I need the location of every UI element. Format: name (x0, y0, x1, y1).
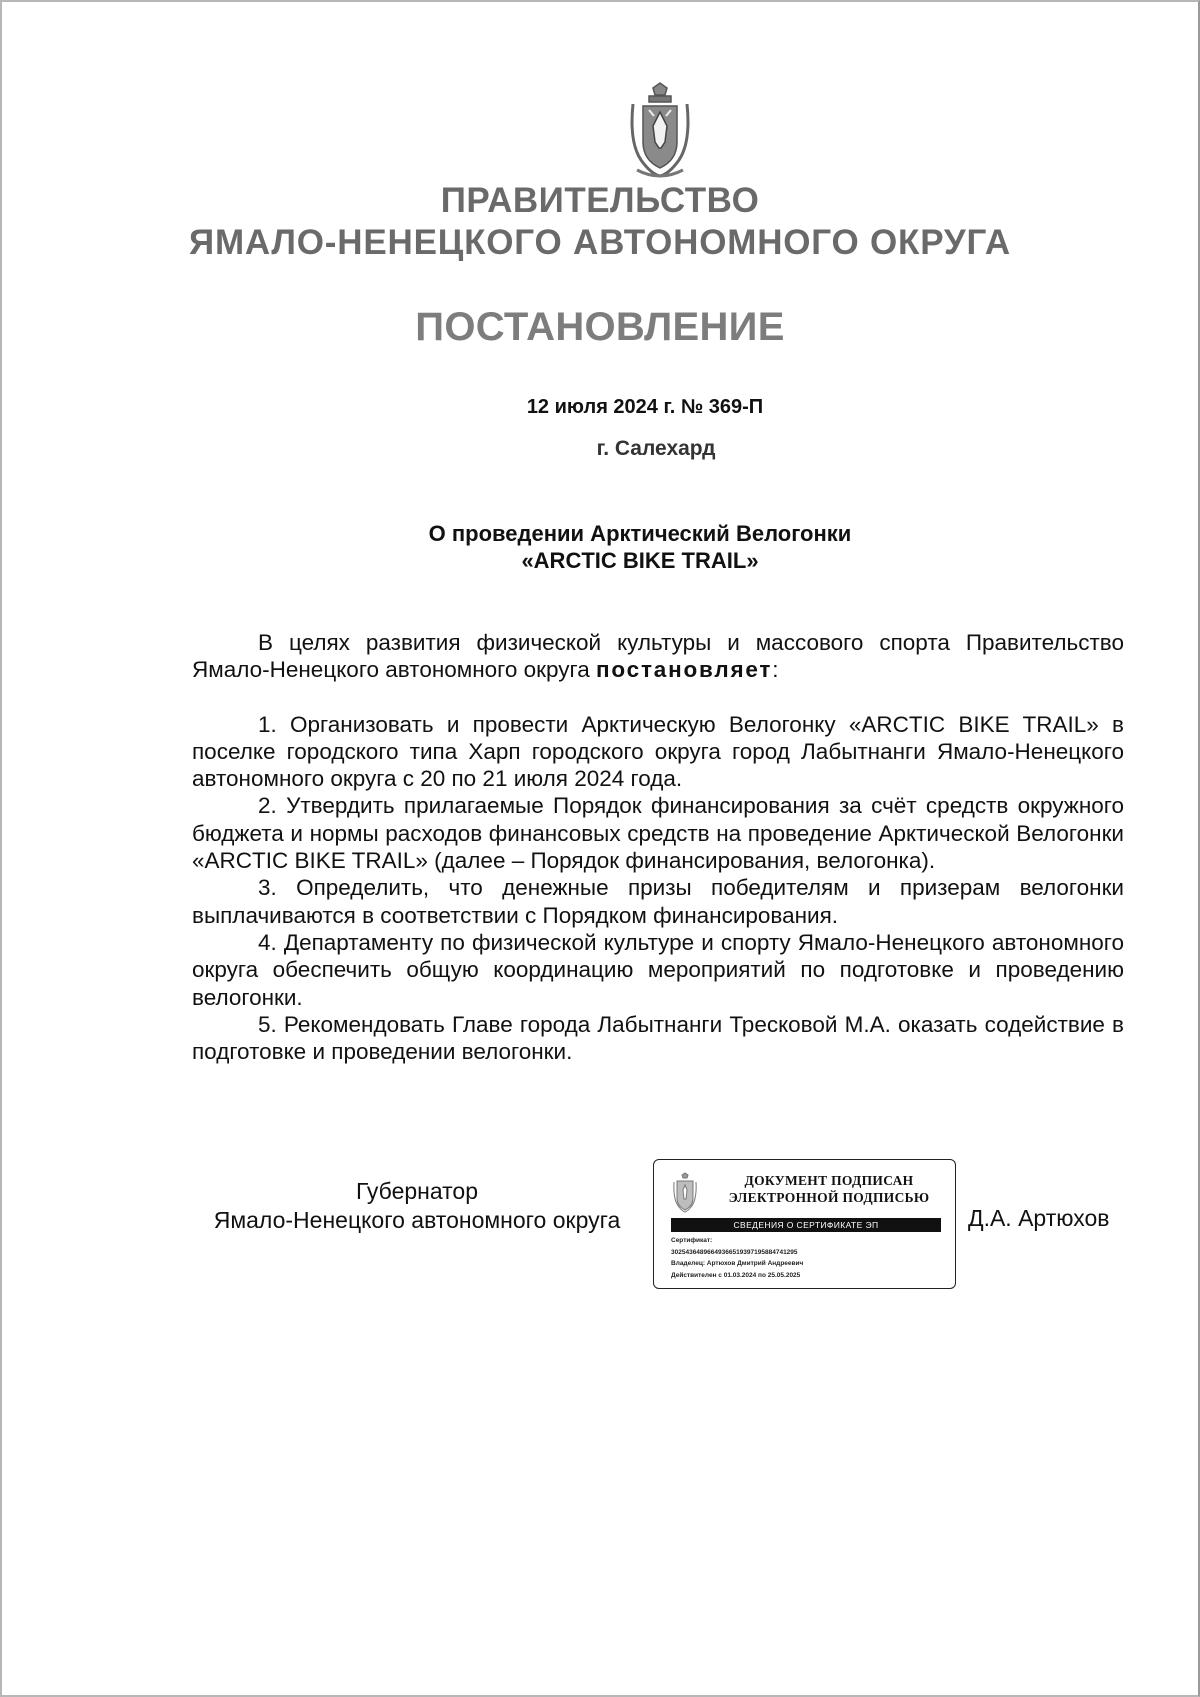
stamp-cert-label: Сертификат: (671, 1237, 713, 1244)
document-body (192, 629, 1124, 1065)
stamp-details (671, 1235, 803, 1281)
signer-title (192, 1177, 642, 1235)
coat-of-arms-icon (672, 1172, 698, 1214)
stamp-heading-line1: ДОКУМЕНТ ПОДПИСАН (744, 1173, 914, 1188)
coat-of-arms-icon (623, 82, 697, 182)
subject-line2: «ARCTIC BIKE TRAIL» (521, 548, 759, 573)
intro-text: В целях развития физической культуры и массового спорта Правительство Ямало-Ненецкого автономного округа (192, 630, 1124, 683)
document-type: ПОСТАНОВЛЕНИЕ (415, 305, 785, 349)
list-item: 3. Определить, что денежные призы победителям и призерам велогонки выплачиваются в соответствии с Порядком финансирования. (192, 875, 1124, 928)
signer-title-line1: Губернатор (355, 1178, 479, 1204)
intro-paragraph (192, 629, 1124, 684)
subject-line1: О проведении Арктический Велогонки (428, 521, 852, 546)
intro-tail: : (772, 657, 779, 683)
government-name-line2: ЯМАЛО-НЕНЕЦКОГО АВТОНОМНОГО ОКРУГА (189, 223, 1011, 262)
government-name-line1: ПРАВИТЕЛЬСТВО (440, 181, 760, 220)
stamp-heading (714, 1172, 944, 1206)
list-item: 5. Рекомендовать Главе города Лабытнанги Тресковой М.А. оказать содействие в подготовке и проведении велогонки. (192, 1011, 1124, 1065)
list-item: 1. Организовать и провести Арктическую Велогонку «ARCTIC BIKE TRAIL» в поселке городского типа Харп городского округа город Лабытнанги Ямало-Ненецкого автономного округа с 20 по 21 июля 2024 года. (192, 711, 1124, 792)
stamp-cert-number: 30254364896649366519397195884741295 (671, 1248, 798, 1256)
stamp-owner: Владелец: Артюхов Дмитрий Андреевич (671, 1260, 804, 1267)
signer-title-line2: Ямало-Ненецкого автономного округа (213, 1207, 621, 1233)
stamp-heading-line2: ЭЛЕКТРОННОЙ ПОДПИСЬЮ (728, 1190, 930, 1205)
signer-name: Д.А. Артюхов (968, 1205, 1110, 1231)
subject-title (0, 520, 1200, 574)
date-number: 12 июля 2024 г. № 369-П (526, 396, 764, 418)
intro-keyword: постановляет (596, 657, 773, 683)
list-item: 4. Департаменту по физической культуре и спорту Ямало-Ненецкого автономного округа обеспечить общую координацию мероприятий по подготовке и проведению велогонки. (192, 929, 1124, 1010)
city: г. Салехард (596, 437, 716, 460)
stamp-certificate-bar: СВЕДЕНИЯ О СЕРТИФИКАТЕ ЭП (671, 1218, 941, 1232)
list-item: 2. Утвердить прилагаемые Порядок финансирования за счёт средств окружного бюджета и нормы расходов финансовых средств на проведение Арктической Велогонки «ARCTIC BIKE TRAIL» (далее – Порядок финансирования, велогонка). (192, 793, 1124, 874)
stamp-valid: Действителен с 01.03.2024 по 25.05.2025 (671, 1271, 801, 1279)
electronic-signature-stamp (653, 1159, 956, 1289)
